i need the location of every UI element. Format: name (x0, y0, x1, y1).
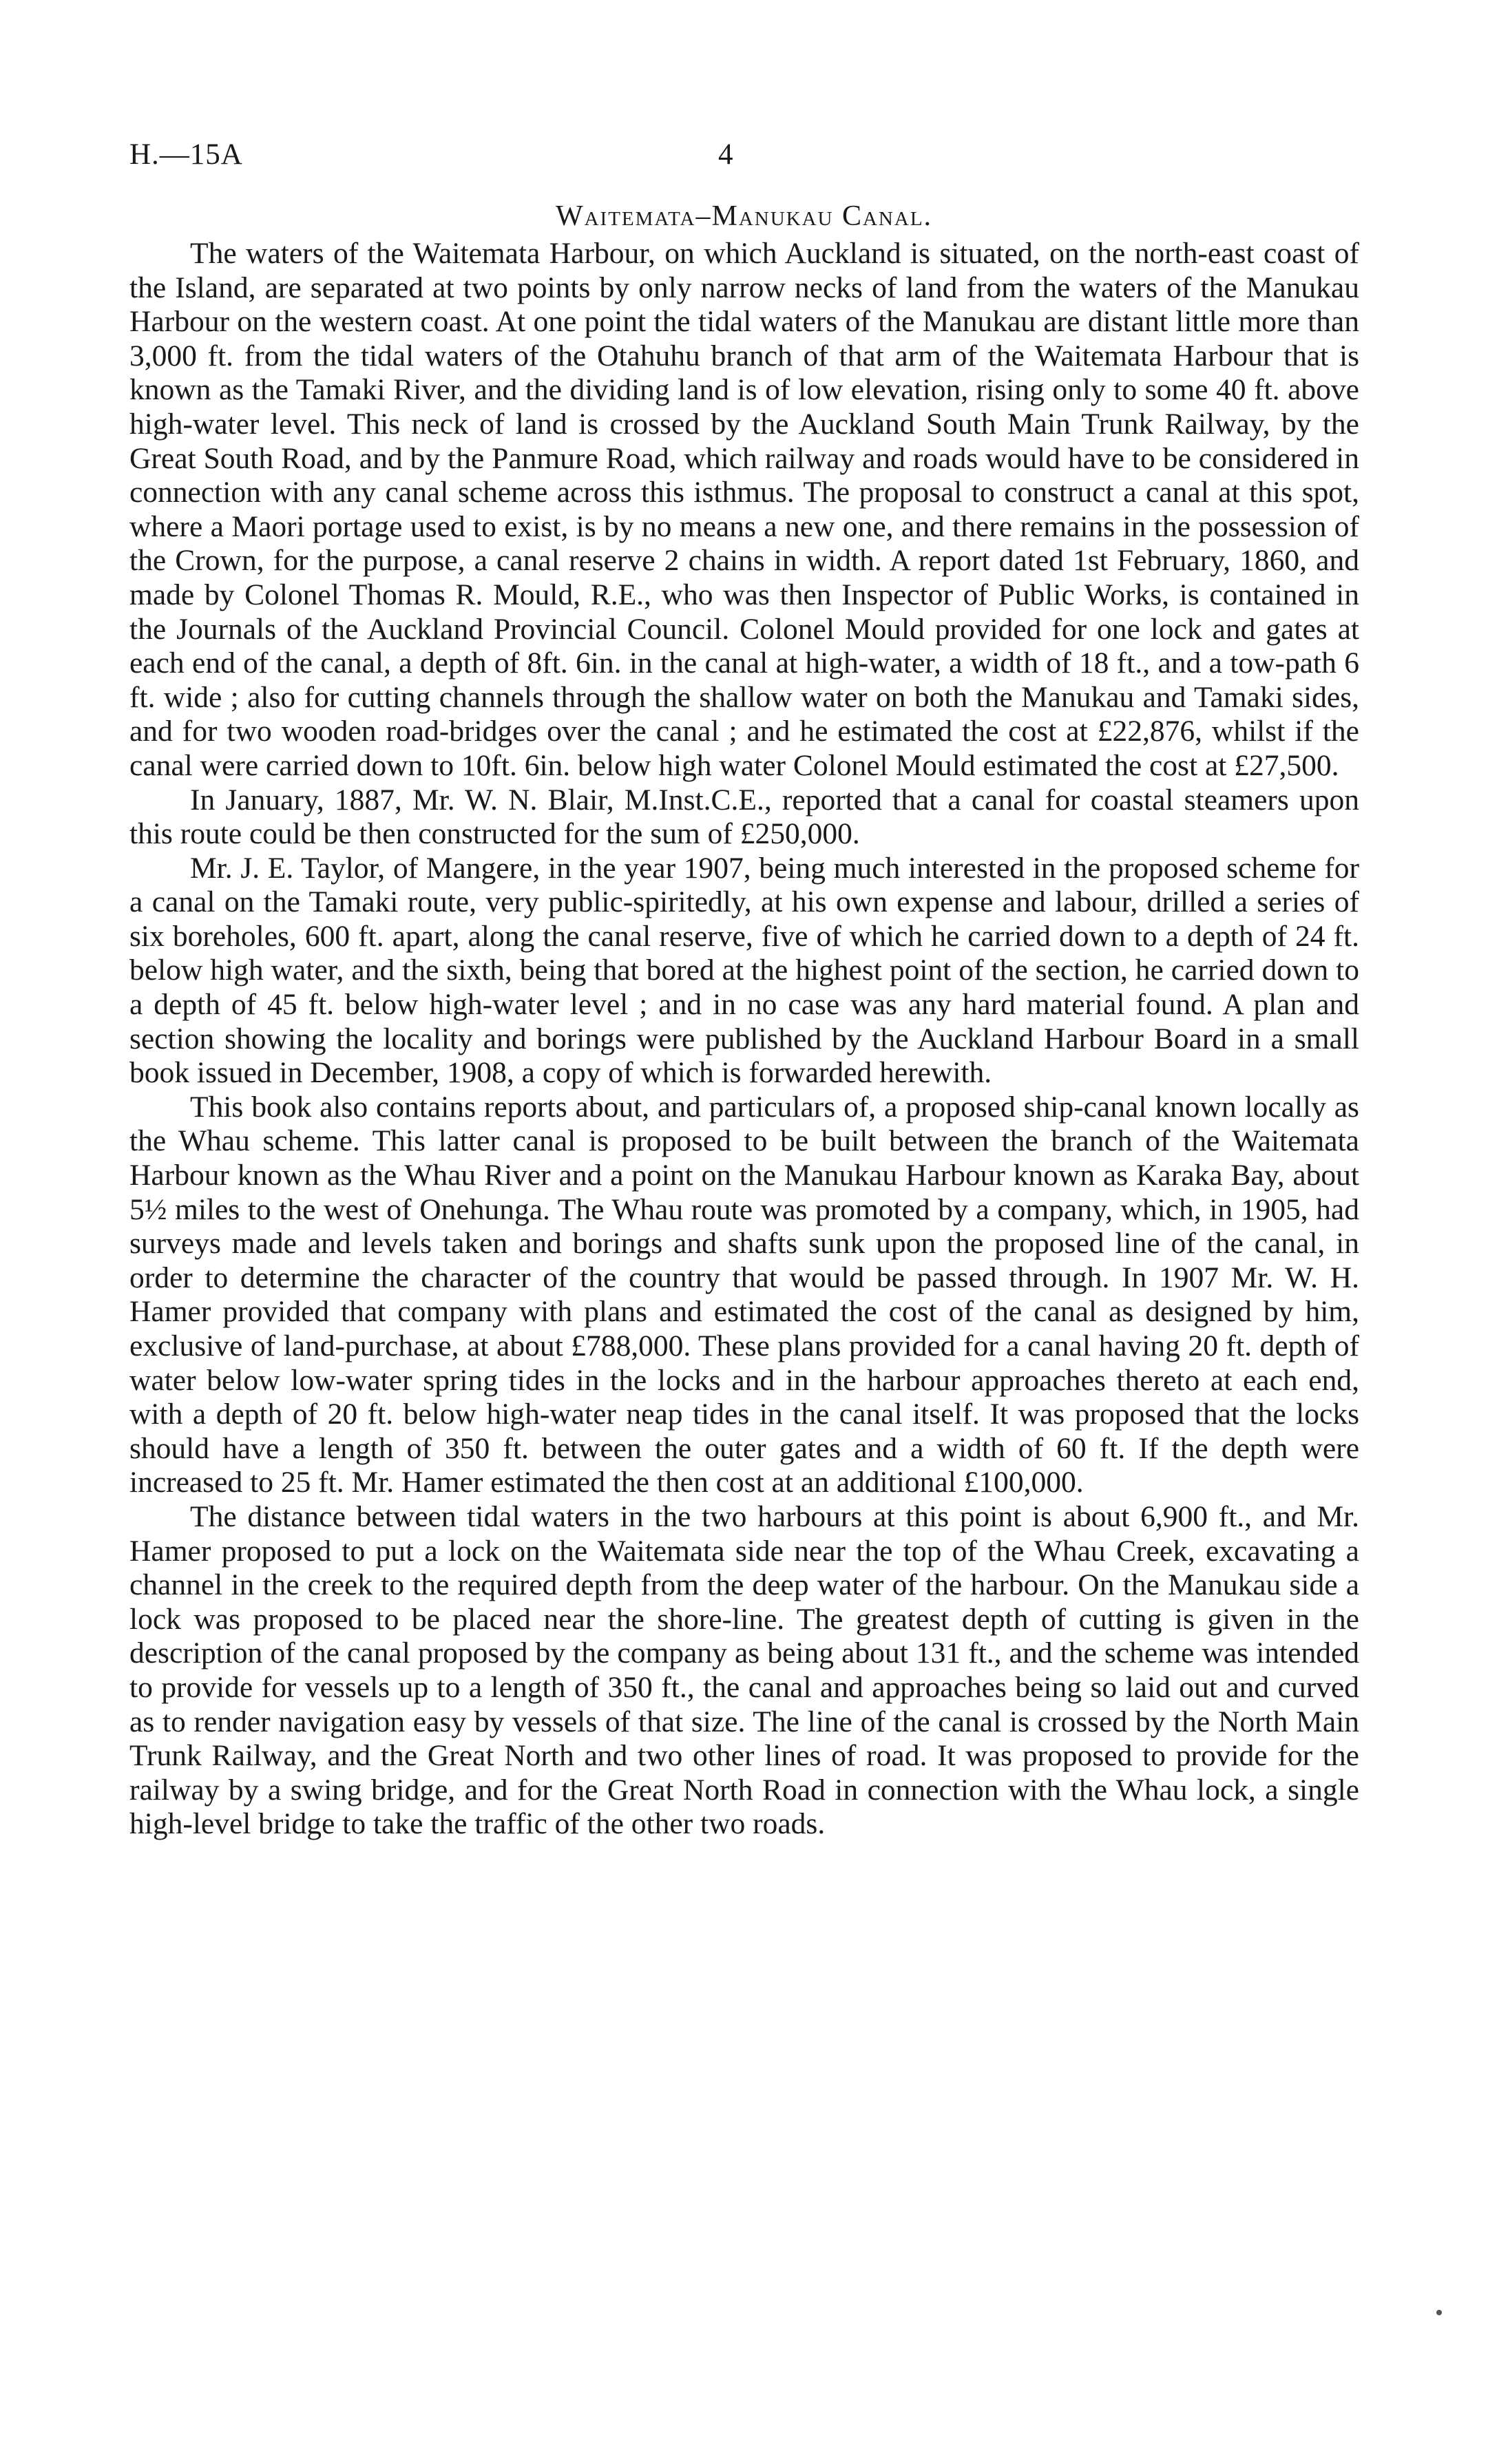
document-reference: H.—15A (129, 138, 243, 171)
page-mark (1436, 2310, 1442, 2315)
page-number: 4 (718, 138, 733, 171)
paragraph-hamer-proposal: The distance between tidal waters in the two harbours at this point is about 6,900 ft., and Mr. Hamer proposed to put a lock on the Waitemata side near the top of the Whau Creek, excavating a channel in the creek to the required depth from the deep water of the harbour. On the Manukau side a lock was proposed to be placed near the shore-line. The greatest depth of cutting is given in the description of the canal proposed by the company as being about 131 ft., and the scheme was intended to provide for vessels up to a length of 350 ft., the canal and approaches being so laid out and curved as to render navigation easy by vessels of that size. The line of the canal is crossed by the North Main Trunk Railway, and the Great North and two other lines of road. It was proposed to provide for the railway by a swing bridge, and for the Great North Road in connection with the Whau lock, a single high-level bridge to take the traffic of the other two roads. (129, 1499, 1359, 1841)
paragraph-blair-report: In January, 1887, Mr. W. N. Blair, M.Inst.C.E., reported that a canal for coastal steamers upon this route could be then constructed for the sum of £250,000. (129, 783, 1359, 851)
page-header (129, 138, 1359, 179)
section-title: Waitemata–Manukau Canal. (555, 200, 933, 232)
paragraph-taylor-boreholes: Mr. J. E. Taylor, of Mangere, in the year 1907, being much interested in the proposed scheme for a canal on the Tamaki route, very public-spiritedly, at his own expense and labour, drilled a series of six boreholes, 600 ft. apart, along the canal reserve, five of which he carried down to a depth of 24 ft. below high water, and the sixth, being that bored at the highest point of the section, he carried down to a depth of 45 ft. below high-water level ; and in no case was any hard material found. A plan and section showing the locality and borings were published by the Auckland Harbour Board in a small book issued in December, 1908, a copy of which is forwarded herewith. (129, 851, 1359, 1090)
paragraph-whau-scheme: This book also contains reports about, and particulars of, a proposed ship-canal known locally as the Whau scheme. This latter canal is proposed to be built between the branch of the Waitemata Harbour known as the Whau River and a point on the Manukau Harbour known as Karaka Bay, about 5½ miles to the west of Onehunga. The Whau route was promoted by a company, which, in 1905, had surveys made and levels taken and borings and shafts sunk upon the proposed line of the canal, in order to determine the character of the country that would be passed through. In 1907 Mr. W. H. Hamer provided that company with plans and estimated the cost of the canal as designed by him, exclusive of land-purchase, at about £788,000. These plans provided for a canal having 20 ft. depth of water below low-water spring tides in the locks and in the harbour approaches thereto at each end, with a depth of 20 ft. below high-water neap tides in the canal itself. It was proposed that the locks should have a length of 350 ft. between the outer gates and a width of 60 ft. If the depth were increased to 25 ft. Mr. Hamer estimated the then cost at an additional £100,000. (129, 1090, 1359, 1499)
body-text (129, 237, 1359, 1842)
paragraph-tamaki-route: The waters of the Waitemata Harbour, on which Auckland is situated, on the north-east coast of the Island, are separated at two points by only narrow necks of land from the waters of the Manukau Harbour on the western coast. At one point the tidal waters of the Manukau are distant little more than 3,000 ft. from the tidal waters of the Otahuhu branch of that arm of the Waitemata Harbour that is known as the Tamaki River, and the dividing land is of low elevation, rising only to some 40 ft. above high-water level. This neck of land is crossed by the Auckland South Main Trunk Railway, by the Great South Road, and by the Panmure Road, which railway and roads would have to be considered in connection with any canal scheme across this isthmus. The proposal to construct a canal at this spot, where a Maori portage used to exist, is by no means a new one, and there remains in the possession of the Crown, for the purpose, a canal reserve 2 chains in width. A report dated 1st February, 1860, and made by Colonel Thomas R. Mould, R.E., who was then Inspector of Public Works, is contained in the Journals of the Auckland Provincial Council. Colonel Mould provided for one lock and gates at each end of the canal, a depth of 8ft. 6in. in the canal at high-water, a width of 18 ft., and a tow-path 6 ft. wide ; also for cutting channels through the shallow water on both the Manukau and Tamaki sides, and for two wooden road-bridges over the canal ; and he estimated the cost at £22,876, whilst if the canal were carried down to 10ft. 6in. below high water Colonel Mould estimated the cost at £27,500. (129, 237, 1359, 782)
